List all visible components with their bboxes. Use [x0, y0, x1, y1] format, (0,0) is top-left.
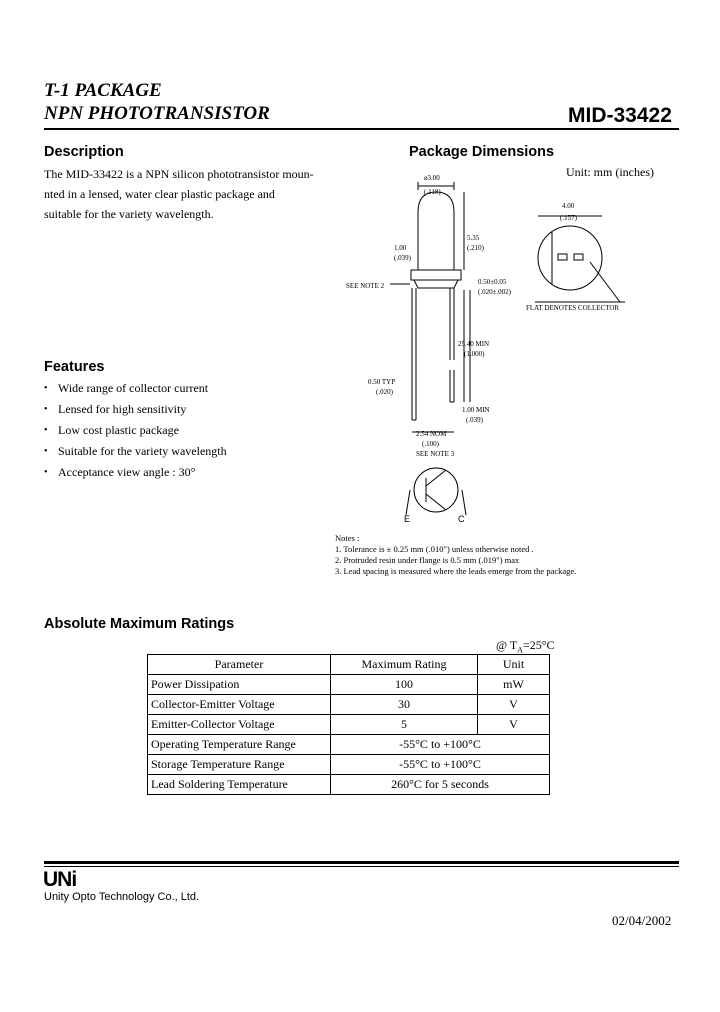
- table-row: [148, 715, 550, 735]
- param-cell: Lead Soldering Temperature: [148, 775, 331, 795]
- condition-value: =25°C: [522, 638, 555, 652]
- column-header: Unit: [478, 655, 550, 675]
- top-view-circle: [538, 226, 602, 290]
- footer-rule-thick: [44, 861, 679, 864]
- lens-body: [418, 192, 454, 270]
- description-text: [44, 164, 344, 224]
- part-number: MID-33422: [568, 104, 672, 127]
- column-header: Parameter: [148, 655, 331, 675]
- description-line: The MID-33422 is a NPN silicon phototransistor moun-: [44, 167, 314, 181]
- dim-label: 0.50 TYP: [368, 378, 396, 386]
- value-cell: 5: [331, 715, 478, 735]
- package-heading: Package Dimensions: [409, 144, 555, 160]
- description-line: nted in a lensed, water clear plastic package and: [44, 187, 275, 201]
- condition-subscript: A: [517, 645, 523, 655]
- description-heading: Description: [44, 144, 124, 160]
- device-title: NPN PHOTOTRANSISTOR: [44, 103, 270, 124]
- note-ref: SEE NOTE 2: [346, 282, 385, 290]
- company-name: Unity Opto Technology Co., Ltd.: [44, 891, 200, 903]
- dim-label: (.020): [376, 388, 393, 396]
- notes: [335, 533, 576, 577]
- ratings-heading: Absolute Maximum Ratings: [44, 616, 235, 632]
- dim-label: 1.00 MIN: [462, 406, 490, 414]
- dim-label: (.210): [467, 244, 484, 252]
- dim-label: (1.000): [464, 350, 485, 358]
- dim-label: 25.40 MIN: [458, 340, 490, 348]
- package-drawing: [330, 170, 650, 530]
- dim-label: 5.35: [467, 234, 480, 242]
- value-cell: -55°C to +100°C: [331, 755, 550, 775]
- transistor-symbol: [414, 468, 458, 512]
- package-title: T-1 PACKAGE: [44, 80, 162, 101]
- unit-cell: mW: [478, 675, 550, 695]
- column-header: Maximum Rating: [331, 655, 478, 675]
- dim-label: 4.00: [562, 202, 575, 210]
- list-item: • Lensed for high sensitivity: [44, 399, 227, 420]
- unit-cell: V: [478, 695, 550, 715]
- list-item: • Wide range of collector current: [44, 378, 227, 399]
- note-item: 1. Tolerance is ± 0.25 mm (.010") unless otherwise noted .: [335, 544, 534, 554]
- note-ref: SEE NOTE 3: [416, 450, 455, 458]
- param-cell: Emitter-Collector Voltage: [148, 715, 331, 735]
- value-cell: 30: [331, 695, 478, 715]
- features-list: [44, 378, 227, 483]
- dim-label: (.039): [466, 416, 483, 424]
- note-item: 3. Lead spacing is measured where the leads emerge from the package.: [335, 566, 577, 576]
- dim-label: ø3.00: [424, 174, 440, 182]
- company-logo: UNi: [43, 868, 77, 891]
- unit-label: Unit: mm (inches): [566, 165, 654, 179]
- unit-cell: V: [478, 715, 550, 735]
- param-cell: Storage Temperature Range: [148, 755, 331, 775]
- dim-label: 0.50±0.05: [478, 278, 507, 286]
- condition-prefix: @ T: [496, 638, 518, 652]
- list-item: • Acceptance view angle : 30°: [44, 462, 227, 483]
- table-row: [148, 755, 550, 775]
- table-row: [148, 675, 550, 695]
- list-item: • Suitable for the variety wavelength: [44, 441, 227, 462]
- table-header-row: [148, 655, 550, 675]
- flat-label: FLAT DENOTES COLLECTOR: [526, 304, 620, 312]
- table-row: [148, 735, 550, 755]
- header-rule: [44, 128, 679, 130]
- ratings-condition: [496, 638, 555, 654]
- value-cell: 100: [331, 675, 478, 695]
- param-cell: Power Dissipation: [148, 675, 331, 695]
- param-cell: Operating Temperature Range: [148, 735, 331, 755]
- list-item: • Low cost plastic package: [44, 420, 227, 441]
- dim-label: (.100): [422, 440, 439, 448]
- table-row: [148, 695, 550, 715]
- ratings-table: [147, 654, 550, 795]
- value-cell: -55°C to +100°C: [331, 735, 550, 755]
- table-row: [148, 775, 550, 795]
- description-line: suitable for the variety wavelength.: [44, 207, 214, 221]
- dim-label: 2.54 NOM: [416, 430, 447, 438]
- dim-label: 1.00: [394, 244, 407, 252]
- collector-label: C: [458, 514, 465, 524]
- value-cell: 260°C for 5 seconds: [331, 775, 550, 795]
- dim-label: (.118): [424, 188, 441, 196]
- footer-rule-thin: [44, 866, 679, 867]
- document-date: 02/04/2002: [612, 913, 672, 928]
- param-cell: Collector-Emitter Voltage: [148, 695, 331, 715]
- dim-label: (.039): [394, 254, 411, 262]
- notes-heading: Notes :: [335, 533, 360, 543]
- dim-label: (.157): [560, 214, 577, 222]
- note-item: 2. Protruded resin under flange is 0.5 mm (.019") max: [335, 555, 520, 565]
- dim-label: (.020±.002): [478, 288, 512, 296]
- features-heading: Features: [44, 359, 105, 375]
- emitter-label: E: [404, 514, 411, 524]
